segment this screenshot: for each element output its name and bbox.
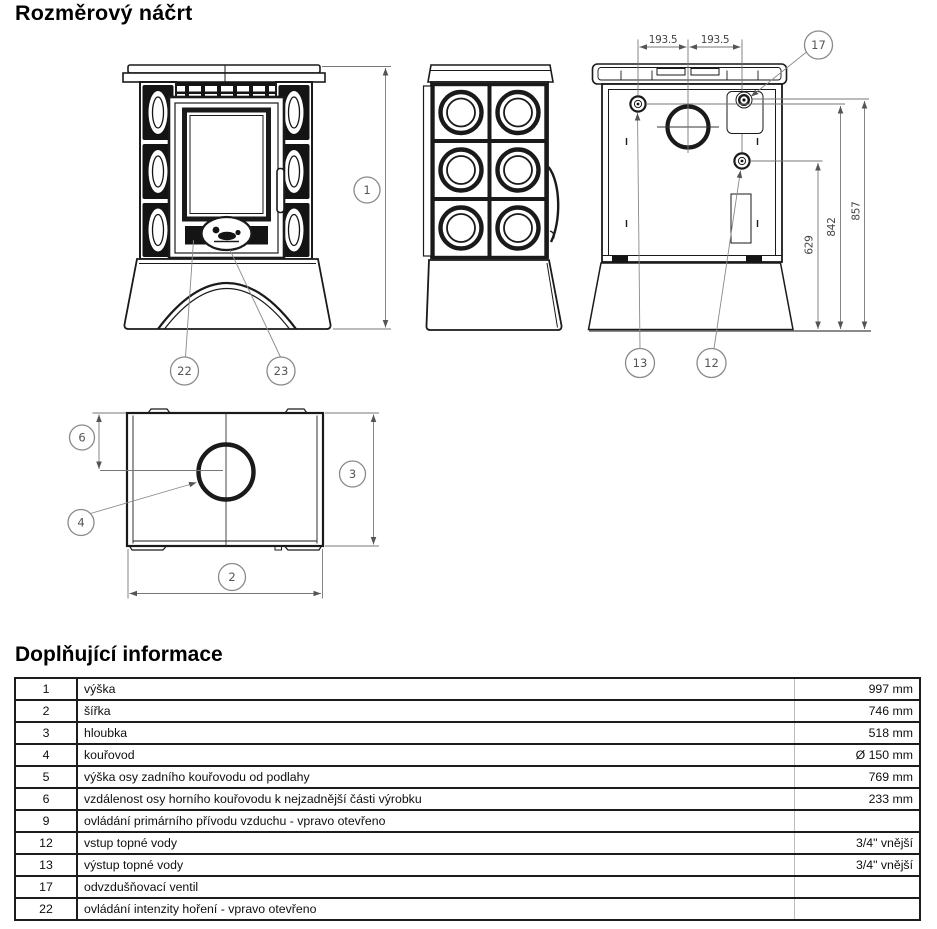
row-num: 3: [15, 722, 77, 744]
dim-193-right: 193.5: [700, 34, 730, 46]
callout-6-label: 6: [78, 430, 86, 445]
front-view: [123, 65, 331, 329]
stove-door: [169, 97, 284, 258]
row-value: 233 mm: [794, 788, 920, 810]
table-row: [15, 810, 920, 832]
side-handle: [549, 167, 559, 242]
row-num: 2: [15, 700, 77, 722]
callout-17-label: 17: [811, 38, 826, 52]
row-num: 12: [15, 832, 77, 854]
top-view: [127, 409, 323, 550]
row-value: 746 mm: [794, 700, 920, 722]
callout-23-label: 23: [273, 364, 289, 378]
row-num: 22: [15, 898, 77, 920]
row-num: 6: [15, 788, 77, 810]
row-num: 1: [15, 678, 77, 700]
side-view: [424, 65, 562, 330]
table-row: [15, 700, 920, 722]
table-row: [15, 766, 920, 788]
row-value: 3/4" vnější: [794, 832, 920, 854]
callout-2-label: 2: [228, 570, 236, 584]
row-label: vzdálenost osy horního kouřovodu k nejzadnější části výrobku: [77, 788, 794, 810]
callout-1-label: 1: [363, 183, 371, 197]
row-label: vstup topné vody: [77, 832, 794, 854]
callout-3-label: 3: [348, 467, 357, 481]
row-label: kouřovod: [77, 744, 794, 766]
front-base: [124, 259, 330, 329]
row-value: Ø 150 mm: [794, 744, 920, 766]
row-value: [794, 898, 920, 920]
row-num: 13: [15, 854, 77, 876]
side-base: [426, 260, 561, 330]
table-row: [15, 898, 920, 920]
table-row: [15, 876, 920, 898]
row-label: šířka: [77, 700, 794, 722]
table-row: [15, 678, 920, 700]
row-value: [794, 810, 920, 832]
row-label: výška: [77, 678, 794, 700]
row-num: 4: [15, 744, 77, 766]
row-label: hloubka: [77, 722, 794, 744]
row-label: výstup topné vody: [77, 854, 794, 876]
row-num: 9: [15, 810, 77, 832]
row-value: 997 mm: [794, 678, 920, 700]
callout-22-label: 22: [177, 364, 192, 378]
row-value: [794, 876, 920, 898]
callout-13-label: 13: [632, 356, 648, 370]
row-label: ovládání primárního přívodu vzduchu - vpravo otevřeno: [77, 810, 794, 832]
door-handle: [277, 169, 284, 213]
page-title: Rozměrový náčrt: [15, 1, 193, 25]
dim-193-left: 193.5: [648, 34, 678, 46]
row-label: ovládání intenzity hoření - vpravo otevřeno: [77, 898, 794, 920]
row-value: 3/4" vnější: [794, 854, 920, 876]
row-label: odvzdušňovací ventil: [77, 876, 794, 898]
table-row: [15, 788, 920, 810]
dim-842: 842: [826, 217, 838, 237]
callout-12-label: 12: [704, 356, 719, 370]
table-row: [15, 722, 920, 744]
row-label: výška osy zadního kouřovodu od podlahy: [77, 766, 794, 788]
info-table: [14, 677, 921, 921]
section-title-additional-info: Doplňující informace: [15, 643, 223, 666]
dim-629: 629: [803, 235, 816, 255]
table-row: [15, 854, 920, 876]
callout-4-label: 4: [77, 515, 85, 530]
row-value: 518 mm: [794, 722, 920, 744]
row-value: 769 mm: [794, 766, 920, 788]
table-row: [15, 744, 920, 766]
table-row: [15, 832, 920, 854]
air-vent-valve: [736, 92, 752, 108]
row-num: 5: [15, 766, 77, 788]
dim-857: 857: [850, 201, 863, 221]
rear-base: [589, 263, 794, 330]
row-num: 17: [15, 876, 77, 898]
